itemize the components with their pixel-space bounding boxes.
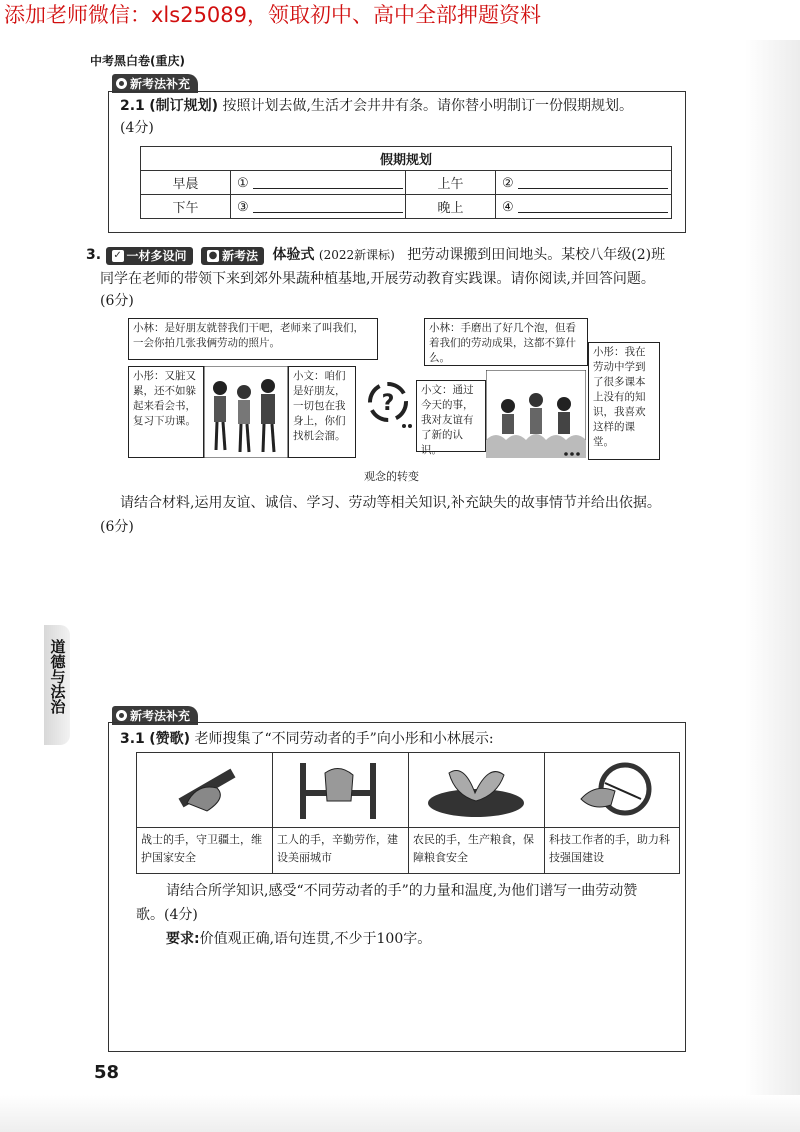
requirement-label: 要求: [166, 931, 200, 947]
promo-banner: 添加老师微信：xls25089，领取初中、高中全部押题资料 [4, 3, 542, 27]
multi-question-pill [106, 247, 193, 265]
answer-blank[interactable] [253, 199, 403, 213]
question-3-task [120, 492, 700, 514]
speech-bubble-xiaowen-1: 小文：咱们是好朋友，一切包在我身上，你们找机会溜。 [288, 366, 356, 458]
question-3-body [100, 268, 720, 312]
task-text: 请结合材料,运用友谊、诚信、学习、劳动等相关知识,补充缺失的故事情节并给出依据。 [120, 495, 661, 511]
speech-bubble-xiaotong-1: 小彤：又脏又累，还不如躲起来看会书，复习下功课。 [128, 366, 204, 458]
answer-blank[interactable] [253, 175, 403, 189]
plan-row [141, 171, 672, 195]
page-bottom-shadow [0, 1095, 800, 1132]
question-number: 3. [86, 247, 102, 263]
worker-hand-icon [273, 753, 407, 823]
question-tag: (赞歌) [149, 731, 191, 747]
farmer-hand-picture [409, 753, 545, 828]
scientist-hand-icon [545, 753, 679, 823]
farmer-hand-icon [409, 753, 543, 823]
subject-side-tab [44, 625, 70, 745]
students-illustration-1 [204, 366, 288, 458]
question-3-1-task-line2: 歌。(4分) [136, 907, 198, 923]
question-3-header [86, 244, 706, 266]
bulb-icon [116, 78, 127, 89]
question-points: (6分) [100, 293, 134, 309]
page-number: 58 [94, 1062, 120, 1083]
speech-bubble-xiaolin-1: 小林：是好朋友就替我们干吧，老师来了叫我们，一会你拍几张我俩劳动的照片。 [128, 318, 378, 360]
plan-blank-cell[interactable] [496, 171, 672, 195]
check-icon: ✓ [113, 250, 122, 261]
question-text: 老师搜集了“不同劳动者的手”向小彤和小林展示: [194, 731, 494, 747]
worker-hand-picture [273, 753, 409, 828]
soldier-hand-picture [137, 753, 273, 828]
plan-table-title: 假期规划 [141, 147, 672, 171]
question-2-1 [120, 95, 680, 139]
scientist-hand-caption: 科技工作者的手，助力科技强国建设 [545, 828, 680, 874]
transition-question-icon [364, 372, 412, 432]
new-method-pill [201, 247, 264, 265]
blank-number: ② [502, 175, 514, 191]
pill-label: 一材多设问 [126, 249, 187, 263]
requirement-text: 价值观正确,语句连贯,不少于100字。 [199, 931, 432, 947]
page-edge-shadow [745, 40, 800, 1132]
question-number: 3.1 [120, 731, 145, 747]
question-type: 体验式 [272, 247, 315, 263]
new-law-tag-label: 新考法补充 [130, 77, 191, 91]
speech-bubble-xiaowen-2: 小文：通过今天的事，我对友谊有了新的认识。 [416, 380, 486, 452]
plan-label: 晚上 [406, 195, 496, 219]
question-number: 2.1 [120, 98, 145, 114]
bulb-icon [116, 710, 127, 721]
laborer-hands-table [136, 752, 680, 874]
question-3-1-requirement [166, 928, 666, 950]
question-3-1 [120, 728, 680, 750]
question-text-line1: 把劳动课搬到田间地头。某校八年级(2)班 [407, 247, 666, 263]
answer-blank[interactable] [518, 175, 668, 189]
question-text: 按照计划去做,生活才会井井有条。请你替小明制订一份假期规划。 [222, 98, 633, 114]
soldier-hand-icon [137, 753, 271, 823]
question-text-line2: 同学在老师的带领下来到郊外果蔬种植基地,开展劳动教育实践课。请你阅读,并回答问题。 [100, 271, 655, 287]
vacation-plan-table [140, 146, 672, 219]
speech-bubble-xiaolin-2: 小林：手磨出了好几个泡，但看着我们的劳动成果，这都不算什么。 [424, 318, 588, 366]
plan-label: 上午 [406, 171, 496, 195]
question-source: (2022新课标) [318, 248, 395, 262]
plan-row [141, 195, 672, 219]
question-tag: (制订规划) [149, 98, 219, 114]
farmer-hand-caption: 农民的手，生产粮食，保障粮食安全 [409, 828, 545, 874]
svg-text:?: ? [381, 391, 395, 416]
blank-number: ① [237, 175, 249, 191]
pill-label: 新考法 [221, 249, 258, 263]
task-text-line1: 请结合所学知识,感受“不同劳动者的手”的力量和温度,为他们谱写一曲劳动赞 [166, 883, 638, 899]
question-points: (4分) [120, 120, 154, 136]
worker-hand-caption: 工人的手，辛勤劳作，建设美丽城市 [273, 828, 409, 874]
blank-number: ③ [237, 199, 249, 215]
plan-blank-cell[interactable] [231, 171, 406, 195]
question-3-1-task [166, 880, 676, 902]
students-farming-illustration [486, 370, 586, 458]
running-head: 中考黑白卷(重庆) [90, 54, 185, 68]
blank-number: ④ [502, 199, 514, 215]
new-law-tag-label: 新考法补充 [130, 709, 191, 723]
question-3-task-points: (6分) [100, 519, 134, 535]
scientist-hand-picture [545, 753, 680, 828]
plan-blank-cell[interactable] [231, 195, 406, 219]
plan-blank-cell[interactable] [496, 195, 672, 219]
subject-label: 道德与法治 [48, 639, 67, 714]
plan-label: 早晨 [141, 171, 231, 195]
soldier-hand-caption: 战士的手，守卫疆土，维护国家安全 [137, 828, 273, 874]
comic-caption: 观念的转变 [364, 470, 419, 483]
bulb-icon: ● [208, 250, 218, 261]
plan-label: 下午 [141, 195, 231, 219]
answer-blank[interactable] [518, 199, 668, 213]
speech-bubble-xiaotong-2: 小彤：我在劳动中学到了很多课本上没有的知识，我喜欢这样的课堂。 [588, 342, 660, 460]
